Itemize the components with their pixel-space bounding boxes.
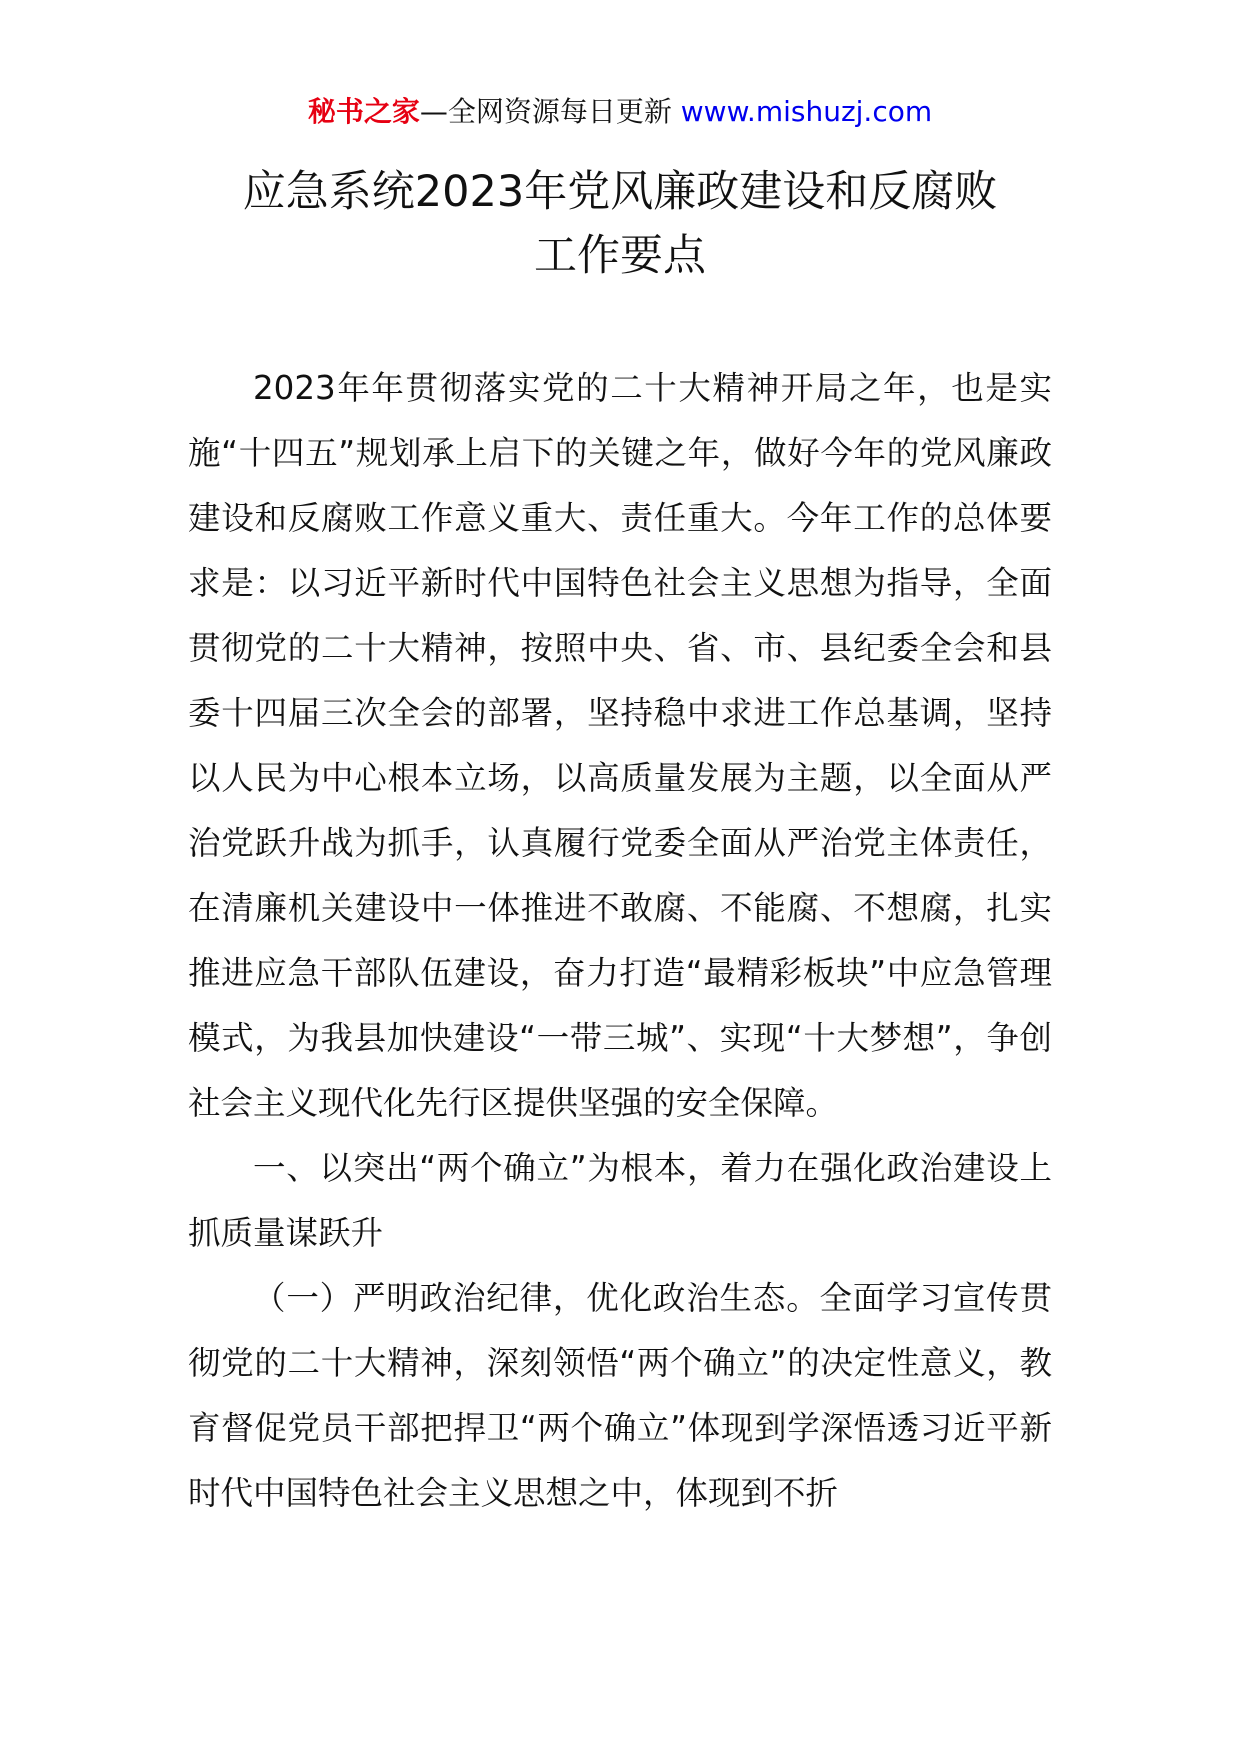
section-heading-1: 一、以突出“两个确立”为根本，着力在强化政治建设上抓质量谋跃升 xyxy=(188,1149,1052,1252)
site-tagline: —全网资源每日更新 xyxy=(419,95,681,128)
title-line-2: 工作要点 xyxy=(534,231,706,281)
site-url-link[interactable]: www.mishuzj.com xyxy=(680,95,933,128)
document-title xyxy=(188,160,1052,288)
site-brand: 秘书之家 xyxy=(307,95,420,128)
intro-paragraph: 2023年年贯彻落实党的二十大精神开局之年，也是实施“十四五”规划承上启下的关键之年，做好今年的党风廉政建设和反腐败工作意义重大、责任重大。今年工作的总体要求是：以习近平新时代中国特色社会主义思想为指导，全面贯彻党的二十大精神，按照中央、省、市、县纪委全会和县委十四届三次全会的部署，坚持稳中求进工作总基调，坚持以人民为中心根本立场，以高质量发展为主题，以全面从严治党跃升战为抓手，认真履行党委全面从严治党主体责任，在清廉机关建设中一体推进不敢腐、不能腐、不想腐，扎实推进应急干部队伍建设，奋力打造“最精彩板块”中应急管理模式，为我县加快建设“一带三城”、实现“十大梦想”，争创社会主义现代化先行区提供坚强的安全保障。 xyxy=(188,369,1052,1122)
title-line-1: 应急系统2023年党风廉政建设和反腐败 xyxy=(242,167,998,217)
subsection-paragraph-1: （一）严明政治纪律，优化政治生态。全面学习宣传贯彻党的二十大精神，深刻领悟“两个确立”的决定性意义，教育督促党员干部把捍卫“两个确立”体现到学深悟透习近平新时代中国特色社会主义思想之中，体现到不折 xyxy=(188,1279,1052,1512)
site-header xyxy=(0,92,1240,132)
document-body xyxy=(188,356,1052,1526)
